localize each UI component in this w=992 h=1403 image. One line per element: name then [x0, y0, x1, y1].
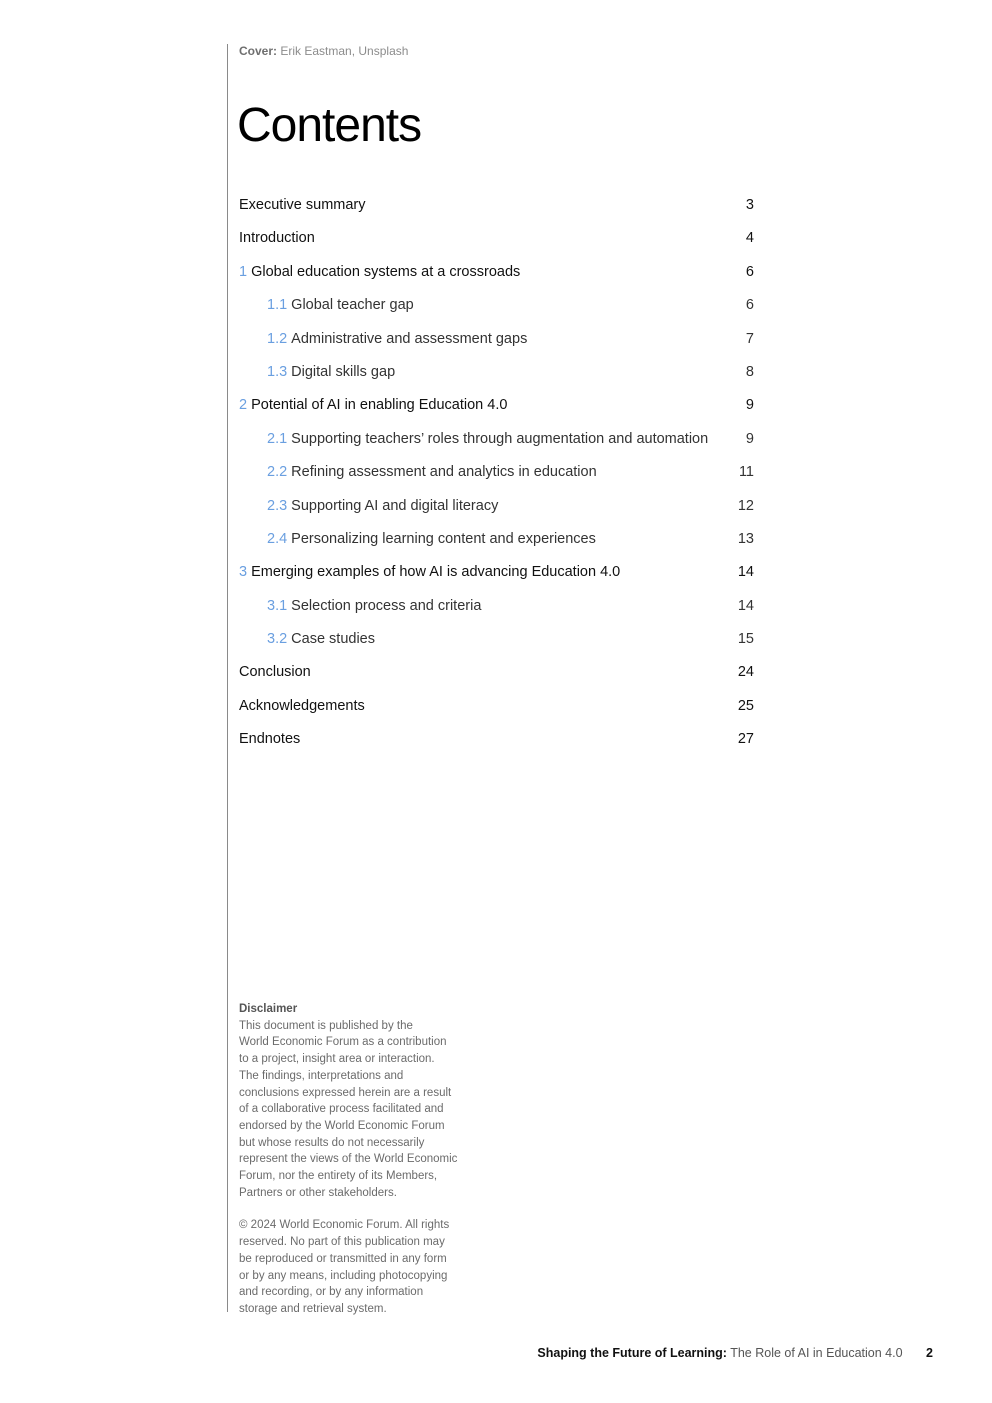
toc-title: Conclusion	[239, 664, 311, 681]
toc-label	[239, 556, 728, 589]
page-title: Contents	[237, 99, 422, 152]
toc-label	[239, 656, 728, 689]
toc-section-number: 2.4	[267, 530, 288, 547]
toc-label	[267, 456, 729, 489]
toc-entry[interactable]	[239, 222, 754, 255]
toc-label	[267, 289, 736, 322]
disclaimer-line: represent the views of the World Economic	[239, 1153, 458, 1166]
copyright-line: or by any means, including photocopying	[239, 1269, 448, 1282]
disclaimer-body	[239, 1018, 474, 1202]
toc-section-number: 2.2	[267, 464, 288, 481]
toc-page-number: 11	[738, 464, 754, 481]
toc-title: Administrative and assessment gaps	[291, 330, 528, 347]
disclaimer-line: World Economic Forum as a contribution	[239, 1036, 447, 1049]
toc-entry[interactable]	[239, 656, 754, 689]
toc-page-number: 6	[745, 263, 754, 280]
footer-title-bold: Shaping the Future of Learning:	[537, 1346, 727, 1360]
toc-label	[239, 189, 736, 222]
toc-subsection[interactable]	[239, 490, 754, 523]
toc-page-number: 9	[745, 397, 754, 414]
toc-page-number: 15	[737, 631, 754, 648]
toc-page-number: 6	[745, 297, 754, 314]
margin-rule	[227, 44, 228, 1312]
toc-entry[interactable]	[239, 189, 754, 222]
toc-page-number: 13	[737, 530, 754, 547]
toc-page-number: 14	[737, 564, 754, 581]
disclaimer	[239, 1001, 474, 1318]
toc-page-number: 27	[737, 731, 754, 748]
toc-subsection[interactable]	[239, 456, 754, 489]
disclaimer-line: conclusions expressed herein are a result	[239, 1086, 452, 1099]
toc-subsection[interactable]	[239, 423, 754, 456]
toc-section-number: 2.1	[267, 430, 288, 447]
toc-title: Emerging examples of how AI is advancing Education 4.0	[251, 564, 621, 581]
toc-label	[267, 323, 736, 356]
footer-title-rest: The Role of AI in Education 4.0	[730, 1346, 903, 1360]
toc-title: Case studies	[291, 631, 375, 648]
toc-page-number: 14	[737, 597, 754, 614]
cover-credit	[239, 44, 408, 58]
toc-page-number: 9	[745, 430, 754, 447]
toc-title: Potential of AI in enabling Education 4.0	[251, 397, 508, 414]
toc-subsection[interactable]	[239, 289, 754, 322]
toc-title: Global education systems at a crossroads	[251, 263, 521, 280]
copyright-line: reserved. No part of this publication may	[239, 1236, 445, 1249]
copyright-line: © 2024 World Economic Forum. All rights	[239, 1219, 450, 1232]
toc-section-number: 3.2	[267, 631, 288, 648]
toc-page-number: 12	[737, 497, 754, 514]
toc-section-number: 1	[239, 263, 248, 280]
disclaimer-heading: Disclaimer	[239, 1003, 298, 1015]
toc-section-number: 2	[239, 397, 248, 414]
disclaimer-line: to a project, insight area or interaction.	[239, 1053, 435, 1066]
toc-title: Supporting teachers’ roles through augmentation and automation	[291, 430, 709, 447]
toc-title: Global teacher gap	[291, 297, 414, 314]
cover-credit-label: Cover:	[239, 44, 278, 58]
toc-title: Refining assessment and analytics in education	[291, 464, 597, 481]
toc-entry[interactable]	[239, 389, 754, 422]
toc-label	[267, 523, 728, 556]
copyright-notice	[239, 1217, 474, 1317]
disclaimer-line: Forum, nor the entirety of its Members,	[239, 1170, 438, 1183]
toc-subsection[interactable]	[239, 623, 754, 656]
toc-title: Introduction	[239, 230, 315, 247]
page-number: 2	[926, 1346, 933, 1360]
toc-page-number: 7	[745, 330, 754, 347]
copyright-line: and recording, or by any information	[239, 1286, 424, 1299]
disclaimer-line: The findings, interpretations and	[239, 1069, 404, 1082]
toc-title: Digital skills gap	[291, 363, 396, 380]
toc-section-number: 1.3	[267, 363, 288, 380]
toc-subsection[interactable]	[239, 590, 754, 623]
toc-title: Supporting AI and digital literacy	[291, 497, 499, 514]
toc-section-number: 2.3	[267, 497, 288, 514]
toc-title: Personalizing learning content and experiences	[291, 530, 596, 547]
toc-label	[239, 690, 728, 723]
toc-page-number: 3	[745, 197, 754, 213]
toc-label	[267, 590, 728, 623]
toc-title: Endnotes	[239, 731, 301, 748]
disclaimer-line: This document is published by the	[239, 1019, 413, 1032]
toc-title: Executive summary	[239, 197, 366, 213]
toc-entry[interactable]	[239, 690, 754, 723]
toc-label	[267, 623, 728, 656]
toc-page-number: 8	[745, 363, 754, 380]
toc-subsection[interactable]	[239, 356, 754, 389]
table-of-contents	[239, 189, 754, 757]
toc-label	[239, 389, 736, 422]
toc-page-number: 25	[737, 697, 754, 714]
toc-entry[interactable]	[239, 723, 754, 756]
disclaimer-line: endorsed by the World Economic Forum	[239, 1119, 445, 1132]
toc-entry[interactable]	[239, 256, 754, 289]
toc-page-number: 24	[737, 664, 754, 681]
disclaimer-line: of a collaborative process facilitated and	[239, 1103, 444, 1116]
toc-subsection[interactable]	[239, 523, 754, 556]
copyright-line: storage and retrieval system.	[239, 1302, 387, 1315]
toc-title: Acknowledgements	[239, 697, 365, 714]
toc-section-number: 1.2	[267, 330, 288, 347]
toc-label	[239, 222, 736, 255]
cover-credit-text: Erik Eastman, Unsplash	[280, 44, 409, 58]
toc-title: Selection process and criteria	[291, 597, 482, 614]
disclaimer-line: Partners or other stakeholders.	[239, 1186, 397, 1199]
toc-entry[interactable]	[239, 556, 754, 589]
toc-subsection[interactable]	[239, 323, 754, 356]
page-footer	[537, 1346, 933, 1360]
toc-section-number: 3.1	[267, 597, 288, 614]
toc-label	[267, 490, 728, 523]
copyright-line: be reproduced or transmitted in any form	[239, 1252, 447, 1265]
toc-label	[267, 356, 736, 389]
toc-label	[239, 723, 728, 756]
toc-section-number: 3	[239, 564, 248, 581]
toc-label	[239, 256, 736, 289]
toc-page-number: 4	[745, 230, 754, 247]
toc-label	[267, 423, 736, 456]
toc-section-number: 1.1	[267, 297, 288, 314]
disclaimer-line: but whose results do not necessarily	[239, 1136, 425, 1149]
